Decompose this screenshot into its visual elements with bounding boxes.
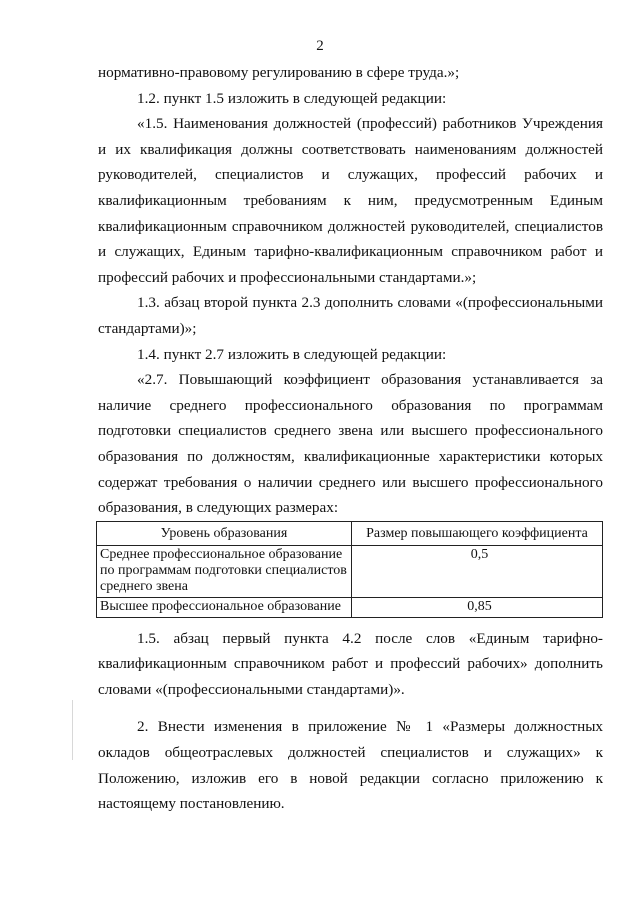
paragraph-1-5-amend: 1.5. абзац первый пункта 4.2 после слов «Единым тарифно-квалификационным справочником работ и профессий рабочих» дополнить словами «(профессиональными стандартами)». <box>98 629 603 698</box>
paragraph-2: 2. Внести изменения в приложение № 1 «Размеры должностных окладов общеотраслевых должностей специалистов и служащих» к Положению, изложив его в новой редакции согласно приложению к настоящему постановлению. <box>98 718 603 813</box>
paragraph-1-3: 1.3. абзац второй пункта 2.3 дополнить словами «(профессиональными стандартами)»; <box>98 294 603 337</box>
page-number: 2 <box>316 38 324 54</box>
table-row <box>97 545 603 597</box>
table-header-level: Уровень образования <box>97 521 352 545</box>
table-header-coefficient: Размер повышающего коэффициента <box>352 521 603 545</box>
scan-edge-mark <box>72 700 73 760</box>
paragraph-2-7-text: «2.7. Повышающий коэффициент образования устанавливается за наличие среднего профессионального образования по программам подготовки специалистов среднего звена или высшего профессионального образования по должностям, квалификационные характеристики которых содержат требования о наличии среднего или высшего профессионального образования, в следующих размерах: <box>98 371 603 517</box>
education-coefficient-table <box>96 521 603 618</box>
paragraph-1-5-text: «1.5. Наименования должностей (профессий) работников Учреждения и их квалификация должны соответствовать наименованиям должностей руководителей, специалистов и служащих, профессий рабочих и квалификационным требованиям к ним, предусмотренным Единым квалификационным справочником должностей руководителей, специалистов и служащих, Единым тарифно-квалификационным справочником работ и профессий рабочих и профессиональными стандартами.»; <box>98 115 603 286</box>
table-cell-level: Среднее профессиональное образование по программам подготовки специалистов среднего звена <box>97 545 352 597</box>
paragraph-continuation: нормативно-правовому регулированию в сфере труда.»; <box>98 64 460 81</box>
table-header-row <box>97 521 603 545</box>
table-cell-coefficient: 0,5 <box>352 545 603 597</box>
paragraph-1-4: 1.4. пункт 2.7 изложить в следующей редакции: <box>137 345 447 363</box>
paragraph-1-2: 1.2. пункт 1.5 изложить в следующей редакции: <box>137 89 447 107</box>
table-cell-level: Высшее профессиональное образование <box>97 597 352 617</box>
table-row <box>97 597 603 617</box>
document-body <box>98 60 603 817</box>
table-cell-coefficient: 0,85 <box>352 597 603 617</box>
